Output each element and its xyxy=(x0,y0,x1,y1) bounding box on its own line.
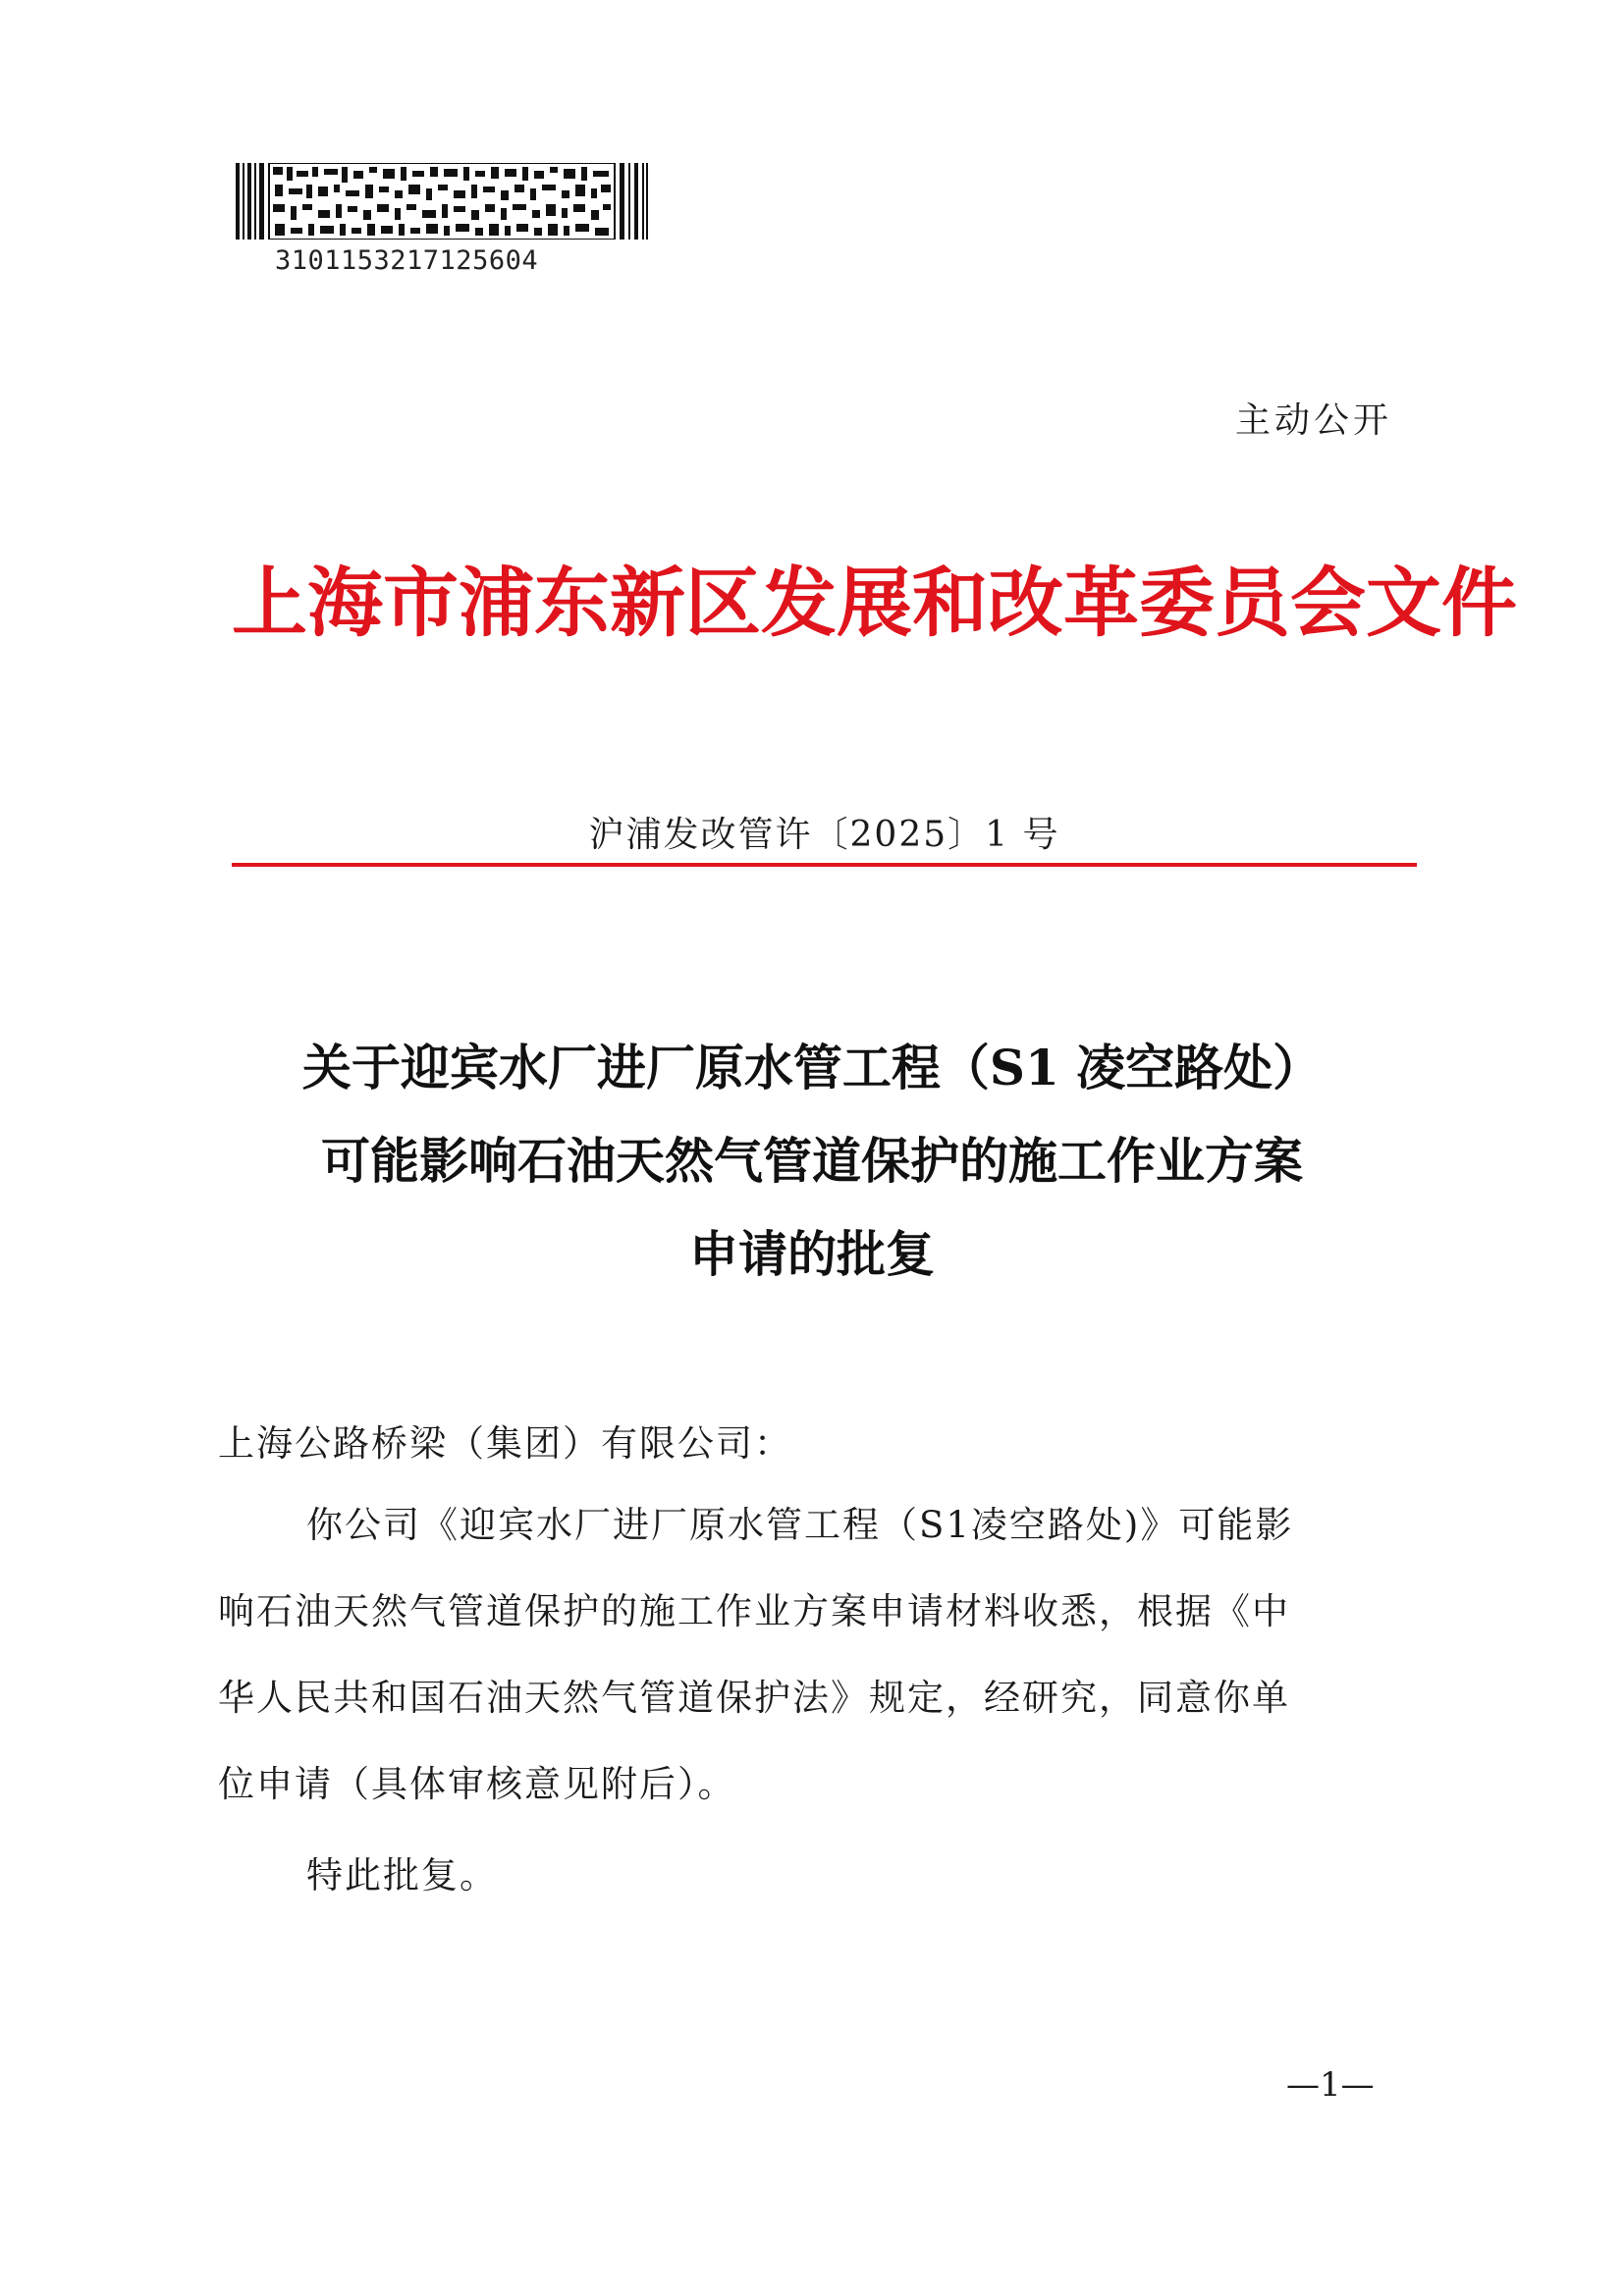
document-title xyxy=(196,1021,1428,1301)
disclosure-label: 主动公开 xyxy=(1234,400,1392,441)
closing-statement: 特此批复。 xyxy=(306,1854,498,1896)
masthead-title: 上海市浦东新区发展和改革委员会文件 xyxy=(232,560,1517,648)
body-line: 位申请（具体审核意见附后）。 xyxy=(218,1763,736,1805)
title-line: 申请的批复 xyxy=(689,1225,935,1283)
body-paragraph xyxy=(218,1482,1435,1828)
document-barcode xyxy=(236,163,648,276)
document-number: 沪浦发改管许〔2025〕1 号 xyxy=(588,815,1060,855)
red-separator-line xyxy=(232,863,1417,867)
body-line: 华人民共和国石油天然气管道保护法》规定，经研究，同意你单 xyxy=(218,1677,1290,1719)
barcode-number: 3101153217125604 xyxy=(275,245,539,276)
title-line: 可能影响石油天然气管道保护的施工作业方案 xyxy=(321,1132,1303,1190)
title-line: 关于迎宾水厂进厂原水管工程（S1 凌空路处） xyxy=(301,1039,1323,1096)
barcode-graphic xyxy=(236,163,648,240)
body-line: 你公司《迎宾水厂进厂原水管工程（S1凌空路处)》可能影 xyxy=(306,1504,1294,1546)
page-number: —1— xyxy=(1286,2065,1375,2105)
body-line: 响石油天然气管道保护的施工作业方案申请材料收悉，根据《中 xyxy=(218,1590,1290,1632)
salutation: 上海公路桥梁（集团）有限公司： xyxy=(218,1422,792,1465)
